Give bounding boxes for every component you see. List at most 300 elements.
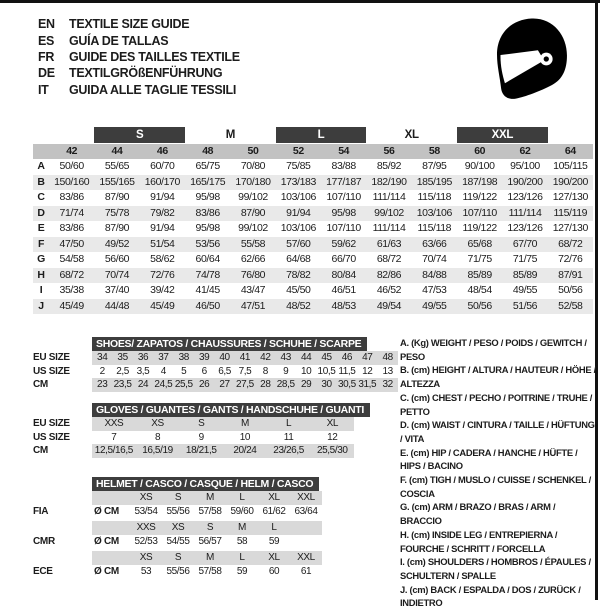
page-top-border (0, 0, 600, 3)
row-label (33, 521, 92, 535)
row-letter: E (37, 222, 45, 234)
value-cell: 10,5 (317, 365, 336, 377)
size-value-cell: 150/160 (54, 175, 90, 188)
size-value-cell: 95/100 (510, 160, 540, 172)
table-row (33, 431, 370, 445)
table-row (33, 535, 322, 549)
size-value-cell: 65/75 (195, 160, 220, 172)
value-cell: 11,5 (338, 365, 356, 377)
table-row (33, 551, 322, 565)
value-cell: 24 (137, 379, 149, 391)
row-label: CMR (33, 535, 55, 547)
size-value-cell: 50/56 (558, 284, 583, 296)
legend-item: B. (cm) HEIGHT / ALTURA / HAUTEUR / HÖHE / ALTEZZA (400, 364, 596, 390)
corner-cell (33, 144, 49, 159)
size-value-cell: 49/55 (422, 299, 447, 312)
table-row (33, 521, 322, 535)
helmet-table-title: HELMET / CASCO / CASQUE / HELM / CASCO (92, 477, 319, 491)
value-cell: 45 (321, 352, 332, 364)
shoes-table-title: SHOES/ ZAPATOS / CHAUSSURES / SCHUHE / SCARPE (92, 337, 367, 351)
value-cell: 37 (158, 352, 169, 364)
value-cell: 59 (268, 535, 280, 547)
value-cell: 44 (300, 352, 312, 364)
size-value-cell: 70/74 (104, 268, 130, 281)
value-cell: 30,5 (337, 379, 356, 391)
value-cell: 23 (97, 379, 108, 391)
size-value-cell: 67/70 (512, 237, 538, 250)
legend-item: D. (cm) WAIST / CINTURA / TAILLE / HÜFTUNG / VITA (400, 419, 595, 444)
value-cell: 27 (219, 379, 230, 391)
row-label (33, 551, 92, 565)
value-cell: 34 (97, 352, 108, 364)
value-cell: XXS (104, 418, 124, 430)
value-cell: 32 (382, 379, 393, 391)
size-value-cell: 107/110 (326, 222, 361, 234)
size-value-cell: 48/54 (467, 284, 492, 296)
value-cell: M (206, 492, 214, 504)
language-row (38, 16, 240, 32)
value-cell: L (271, 522, 277, 534)
value-cell: 3,5 (136, 365, 150, 377)
size-row-i (33, 283, 593, 299)
column-header: 54 (338, 145, 350, 157)
size-value-cell: 95/98 (195, 222, 220, 234)
row-letter: G (37, 253, 45, 265)
value-cell: 54/55 (166, 535, 190, 547)
racing-helmet-icon (486, 12, 574, 106)
size-value-cell: 66/70 (331, 253, 356, 265)
column-header: 62 (519, 145, 531, 157)
size-value-cell: 107/110 (462, 206, 497, 219)
value-cell: M (240, 418, 249, 430)
size-value-cell: 51/56 (512, 299, 538, 312)
size-value-cell: 52/58 (558, 299, 583, 312)
language-code: IT (38, 82, 49, 97)
unit-cell: Ø CM (94, 505, 119, 517)
size-value-cell: 87/90 (104, 222, 130, 234)
table-row (33, 378, 398, 392)
value-cell: 11 (283, 431, 294, 443)
language-row (38, 82, 240, 98)
size-value-cell: 99/102 (374, 206, 404, 219)
column-header: 48 (202, 145, 214, 157)
value-cell: 36 (137, 352, 149, 364)
value-cell: 63/64 (294, 505, 318, 517)
size-value-cell: 47/50 (59, 237, 84, 250)
size-value-cell: 72/76 (558, 253, 583, 265)
size-value-cell: 87/90 (240, 206, 266, 219)
size-value-cell: 68/72 (558, 237, 583, 250)
row-label (33, 491, 92, 505)
value-cell: 24,5 (154, 379, 173, 391)
size-value-cell: 182/190 (371, 175, 407, 188)
size-value-cell: 165/175 (190, 175, 226, 188)
row-label: CM (33, 445, 48, 456)
column-header: 58 (428, 145, 440, 157)
size-value-cell: 83/86 (195, 206, 220, 219)
size-value-cell: 56/60 (104, 253, 130, 265)
size-value-cell: 71/74 (59, 206, 84, 219)
size-value-cell: 119/122 (462, 191, 497, 203)
value-cell: 38 (178, 352, 189, 364)
value-cell: 57/58 (198, 505, 222, 517)
table-row (33, 444, 370, 458)
size-value-cell: 71/75 (512, 253, 538, 265)
size-row-j (33, 299, 593, 315)
size-value-cell: 119/122 (462, 222, 497, 234)
value-cell: S (174, 492, 182, 504)
language-title: TEXTILE SIZE GUIDE (69, 17, 190, 32)
size-value-cell: 177/187 (326, 175, 362, 188)
size-value-cell: 51/54 (150, 237, 175, 250)
value-cell: 12 (327, 431, 338, 443)
value-cell: M (238, 522, 246, 534)
size-value-cell: 85/89 (467, 268, 492, 281)
main-size-table (33, 127, 593, 314)
row-label: US SIZE (33, 431, 70, 443)
size-value-cell: 91/94 (150, 222, 175, 234)
size-value-cell: 80/84 (331, 268, 356, 281)
value-cell: 39 (198, 352, 210, 364)
size-value-cell: 47/51 (240, 299, 266, 312)
language-code: ES (38, 33, 55, 48)
gloves-table (33, 403, 370, 458)
value-cell: S (206, 522, 214, 534)
column-header: 60 (474, 145, 486, 157)
value-cell: XL (268, 552, 280, 564)
size-value-cell: 62/66 (240, 253, 266, 265)
value-cell: 56/57 (198, 535, 222, 547)
value-cell: 4 (160, 365, 166, 377)
size-value-cell: 54/58 (59, 253, 84, 265)
legend (400, 336, 596, 610)
size-value-cell: 55/58 (240, 237, 266, 250)
size-row-g (33, 252, 593, 268)
value-cell: 20/24 (233, 445, 257, 457)
size-value-cell: 127/130 (552, 191, 588, 203)
size-group-row (33, 127, 593, 143)
row-label: US SIZE (33, 365, 70, 377)
value-cell: 25,5/30 (316, 445, 348, 457)
size-value-cell: 99/102 (238, 222, 268, 234)
size-value-cell: 74/78 (195, 268, 220, 281)
size-value-cell: 87/90 (104, 191, 130, 203)
row-letter: D (37, 206, 45, 219)
legend-item: G. (cm) ARM / BRAZO / BRAS / ARM / BRACCIO (400, 501, 556, 527)
size-value-cell: 61/63 (376, 237, 402, 250)
row-letter: A (37, 160, 45, 172)
size-row-b (33, 175, 593, 191)
size-value-cell: 70/74 (422, 253, 447, 265)
value-cell: 6 (201, 365, 207, 377)
value-cell: 7,5 (238, 365, 252, 377)
value-cell: L (239, 492, 245, 504)
size-value-cell: 75/85 (286, 160, 311, 172)
size-value-cell: 95/98 (331, 206, 356, 219)
table-row (33, 365, 398, 379)
size-value-cell: 48/53 (331, 299, 356, 312)
size-value-cell: 46/52 (376, 284, 402, 296)
value-cell: 30 (321, 379, 332, 391)
row-letter: B (37, 175, 45, 188)
main-table-head (33, 144, 593, 159)
row-letter: F (37, 237, 44, 250)
column-header: 44 (111, 145, 123, 157)
size-value-cell: 83/86 (59, 222, 84, 234)
size-value-cell: 49/52 (104, 237, 130, 250)
value-cell: 53/54 (134, 505, 158, 517)
legend-item: H. (cm) INSIDE LEG / ENTREPIERNA / FOURCHE / SCHRITT / FORCELLA (400, 528, 558, 554)
value-cell: 46 (341, 352, 353, 364)
value-cell: XS (139, 492, 153, 504)
helmet-table (33, 477, 322, 578)
language-title: GUIDE DES TAILLES TEXTILE (69, 49, 240, 64)
value-cell: 42 (260, 352, 271, 364)
size-value-cell: 127/130 (552, 222, 588, 234)
size-value-cell: 46/50 (195, 299, 220, 312)
value-cell: 9 (283, 365, 289, 377)
size-value-cell: 84/88 (422, 268, 447, 281)
value-cell: XXL (297, 552, 315, 564)
size-value-cell: 83/88 (331, 160, 356, 172)
size-value-cell: 160/170 (144, 175, 180, 188)
value-cell: 60 (268, 565, 280, 577)
value-cell: XL (326, 418, 338, 430)
size-value-cell: 43/47 (240, 284, 266, 296)
value-cell: 26 (198, 379, 210, 391)
value-cell: XXS (136, 522, 156, 534)
value-cell: 25,5 (174, 379, 193, 391)
size-value-cell: 115/118 (417, 222, 452, 234)
row-label: CM (33, 379, 48, 390)
value-cell: 53 (140, 565, 152, 577)
size-row-a (33, 159, 593, 175)
size-value-cell: 91/94 (150, 191, 175, 203)
value-cell: XS (171, 522, 185, 534)
value-cell: 43 (280, 352, 291, 364)
size-value-cell: 85/92 (376, 160, 402, 172)
legend-item: J. (cm) BACK / ESPALDA / DOS / ZURÜCK / INDIETRO (400, 583, 581, 609)
size-value-cell: 82/86 (376, 268, 402, 281)
size-row-e (33, 221, 593, 237)
size-value-cell: 68/72 (59, 268, 84, 281)
size-value-cell: 37/40 (104, 284, 130, 296)
size-value-cell: 187/198 (462, 175, 498, 188)
value-cell: 8 (262, 365, 268, 377)
value-cell: 41 (239, 352, 251, 364)
size-value-cell: 39/42 (150, 284, 175, 296)
value-cell: 47 (362, 352, 373, 364)
value-cell: 2 (99, 365, 105, 377)
size-value-cell: 75/78 (104, 206, 130, 219)
size-value-cell: 59/62 (331, 237, 356, 250)
size-value-cell: 71/75 (467, 253, 492, 265)
size-value-cell: 103/106 (416, 206, 452, 219)
size-value-cell: 47/53 (422, 284, 447, 296)
value-cell: 29 (300, 379, 312, 391)
value-cell: M (206, 552, 214, 564)
legend-item: C. (cm) CHEST / PECHO / POITRINE / TRUHE / PETTO (400, 391, 593, 417)
size-value-cell: 170/180 (235, 175, 271, 188)
size-value-cell: 111/114 (372, 222, 406, 234)
size-value-cell: 64/68 (286, 253, 311, 265)
size-value-cell: 123/126 (507, 191, 543, 203)
table-row (33, 417, 370, 431)
size-value-cell: 63/66 (422, 237, 447, 250)
size-value-cell: 68/72 (376, 253, 402, 265)
size-group-xl: XL (404, 129, 419, 141)
size-value-cell: 103/106 (280, 191, 316, 203)
value-cell: XXL (297, 492, 315, 504)
table-row (33, 565, 322, 579)
size-value-cell: 91/94 (286, 206, 311, 219)
row-letter: J (38, 299, 44, 312)
size-value-cell: 65/68 (467, 237, 492, 250)
size-value-cell: 83/86 (59, 191, 84, 203)
size-value-cell: 49/55 (512, 284, 538, 296)
value-cell: 12 (362, 365, 373, 377)
value-cell: 16,5/19 (142, 445, 173, 457)
size-value-cell: 45/50 (286, 284, 311, 296)
size-row-f (33, 237, 593, 253)
shoes-table (33, 337, 398, 392)
value-cell: 7 (111, 431, 117, 443)
value-cell: L (286, 418, 292, 430)
language-row (38, 32, 240, 48)
value-cell: 59 (236, 565, 248, 577)
value-cell: 5 (181, 365, 187, 377)
value-cell: 59/60 (230, 505, 254, 517)
value-cell: S (198, 418, 205, 430)
size-value-cell: 44/48 (104, 299, 130, 312)
size-value-cell: 79/82 (150, 206, 175, 219)
size-value-cell: 45/49 (150, 299, 175, 312)
size-value-cell: 49/54 (376, 299, 402, 312)
size-value-cell: 58/62 (150, 253, 175, 265)
value-cell: 35 (117, 352, 128, 364)
language-title: GUIDA ALLE TAGLIE TESSILI (69, 82, 237, 97)
table-row (33, 491, 322, 505)
value-cell: 40 (219, 352, 230, 364)
value-cell: 12,5/16,5 (94, 445, 133, 457)
column-header: 50 (247, 145, 259, 157)
value-cell: XL (268, 492, 280, 504)
value-cell: 9 (198, 431, 204, 443)
value-cell: 55/56 (166, 505, 190, 517)
column-header: 42 (66, 145, 78, 157)
value-cell: 48 (382, 352, 393, 364)
row-label: ECE (33, 565, 53, 577)
size-value-cell: 87/95 (422, 160, 447, 172)
value-cell: 23/26,5 (273, 445, 304, 457)
size-value-cell: 70/80 (240, 160, 266, 172)
value-cell: 2,5 (116, 365, 129, 377)
size-value-cell: 105/115 (553, 160, 588, 172)
size-value-cell: 48/52 (286, 299, 311, 312)
value-cell: 28 (260, 379, 271, 391)
size-value-cell: 50/60 (59, 160, 84, 172)
row-letter: H (37, 268, 45, 281)
size-value-cell: 60/70 (150, 160, 175, 172)
value-cell: S (174, 552, 182, 564)
size-value-cell: 111/114 (372, 191, 406, 203)
size-value-cell: 190/200 (507, 175, 543, 188)
row-label: EU SIZE (33, 352, 70, 363)
value-cell: 57/58 (198, 565, 222, 577)
value-cell: 28,5 (276, 379, 295, 391)
legend-item: A. (Kg) WEIGHT / PESO / POIDS / GEWITCH / PESO (400, 337, 587, 362)
language-row (38, 49, 240, 65)
size-group-m: M (225, 129, 235, 141)
table-row (33, 505, 322, 519)
value-cell: 10 (300, 365, 312, 377)
size-value-cell: 173/183 (280, 175, 316, 188)
size-value-cell: 103/106 (280, 222, 316, 234)
size-value-cell: 99/102 (238, 191, 268, 203)
value-cell: 8 (154, 431, 161, 443)
language-title: GUÍA DE TALLAS (69, 33, 169, 48)
size-row-d (33, 206, 593, 222)
size-group-s: S (94, 127, 185, 143)
value-cell: 10 (239, 431, 251, 443)
gloves-table-title: GLOVES / GUANTES / GANTS / HANDSCHUHE / GUANTI (92, 403, 370, 417)
value-cell: XS (139, 552, 153, 564)
size-value-cell: 190/200 (552, 175, 588, 188)
unit-cell: Ø CM (94, 535, 119, 547)
size-value-cell: 78/82 (286, 268, 311, 281)
size-value-cell: 53/56 (195, 237, 220, 250)
size-value-cell: 90/100 (464, 160, 495, 172)
legend-item: I. (cm) SHOULDERS / HOMBROS / ÉPAULES / SCHULTERN / SPALLE (400, 556, 591, 581)
main-table-body (33, 159, 593, 314)
language-row (38, 65, 240, 81)
table-row (33, 351, 398, 365)
size-value-cell: 185/195 (416, 175, 452, 188)
size-value-cell: 155/165 (99, 175, 135, 188)
language-list (38, 16, 240, 98)
unit-cell: Ø CM (94, 565, 119, 577)
row-label: FIA (33, 505, 49, 517)
value-cell: 27,5 (235, 379, 254, 391)
size-value-cell: 50/56 (467, 299, 492, 312)
value-cell: 52/53 (134, 535, 158, 547)
value-cell: 61 (300, 565, 312, 577)
language-title: TEXTILGRÖßENFÜHRUNG (69, 66, 223, 81)
value-cell: XS (151, 418, 164, 430)
size-value-cell: 111/114 (508, 206, 542, 219)
value-cell: 23,5 (113, 379, 132, 391)
language-code: FR (38, 49, 55, 64)
size-value-cell: 107/110 (326, 191, 361, 203)
legend-item: E. (cm) HIP / CADERA / HANCHE / HÜFTE / HIPS / BACINO (400, 446, 578, 472)
size-value-cell: 41/45 (195, 284, 220, 296)
size-value-cell: 55/65 (104, 160, 130, 172)
size-value-cell: 123/126 (507, 222, 543, 234)
size-value-cell: 45/49 (59, 299, 84, 312)
legend-item: F. (cm) TIGH / MUSLO / CUISSE / SCHENKEL / COSCIA (400, 474, 591, 499)
size-value-cell: 95/98 (195, 191, 220, 203)
size-group-xxl: XXL (457, 127, 548, 143)
value-cell: 18/21,5 (185, 445, 217, 457)
size-value-cell: 87/91 (558, 268, 583, 281)
size-value-cell: 72/76 (150, 268, 175, 281)
size-group-l: L (276, 127, 367, 143)
value-cell: 31,5 (358, 379, 377, 391)
value-cell: 6,5 (218, 365, 231, 377)
value-cell: 58 (236, 535, 248, 547)
row-letter: C (37, 191, 45, 203)
column-header: 56 (383, 145, 395, 157)
